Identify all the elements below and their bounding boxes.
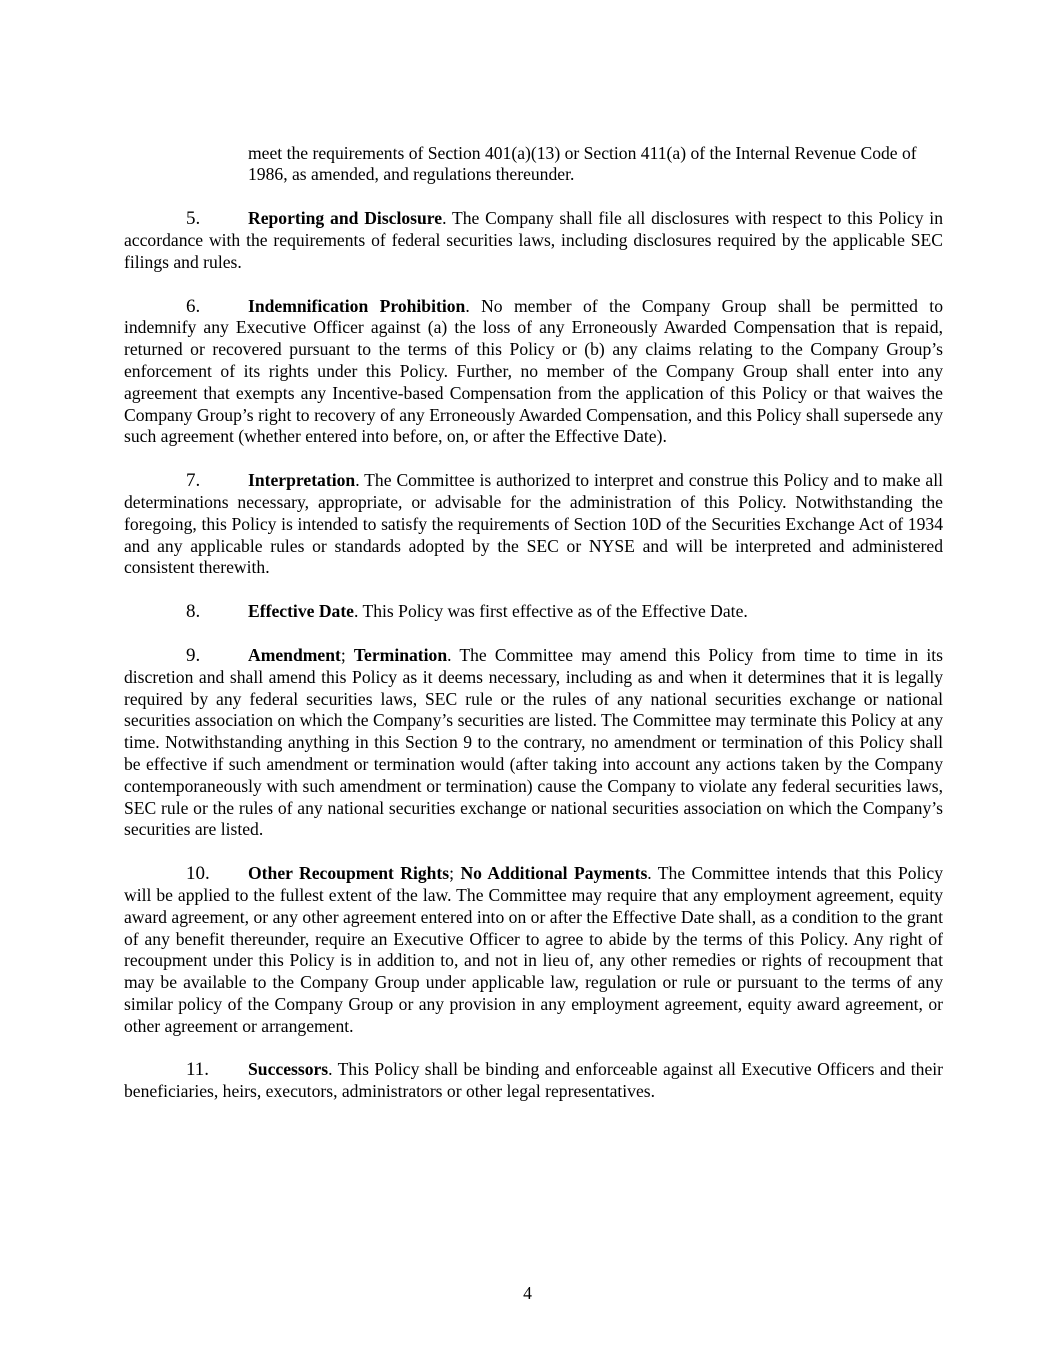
section-body: . This Policy shall be binding and enforceable against all Executive Officers and their beneficiaries, heirs, executors, administrators or other legal representatives. xyxy=(124,1059,943,1102)
section-8 xyxy=(124,601,943,623)
section-body: . The Committee intends that this Policy will be applied to the fullest extent of the law. The Committee may require that any employment agreement, equity award agreement, or any other agreement entered into on or after the Effective Date shall, as a condition to the grant of any benefit thereunder, require an Executive Officer to agree to abide by the terms of this Policy. Any right of recoupment under this Policy is in addition to, and not in lieu of, any other remedies or rights of recoupment that may be available to the Company Group under applicable law, regulation or rule or pursuant to the terms of any similar policy of the Company Group or any provision in any employment agreement, equity award agreement, or other agreement or arrangement. xyxy=(124,863,943,1036)
section-heading: Effective Date xyxy=(248,601,354,622)
section-6 xyxy=(124,296,943,449)
section-number: 6. xyxy=(186,295,201,317)
section-number: 8. xyxy=(186,601,201,623)
section-heading: Successors xyxy=(248,1059,329,1080)
section-10 xyxy=(124,863,943,1037)
section-11 xyxy=(124,1059,943,1103)
section-body: . No member of the Company Group shall be permitted to indemnify any Executive Officer against (a) the loss of any Erroneously Awarded Compensation that is repaid, returned or recovered pursuant to the terms of this Policy or (b) any claims relating to the Company Group’s enforcement of its rights under this Policy. Further, no member of the Company Group shall enter into any agreement that exempts any Incentive-based Compensation from the application of this Policy or that waives the Company Group’s right to recovery of any Erroneously Awarded Compensation, and this Policy shall supersede any such agreement (whether entered into before, on, or after the Effective Date). xyxy=(124,295,943,447)
section-number: 7. xyxy=(186,470,201,492)
page-number: 4 xyxy=(523,1283,532,1303)
section-number: 5. xyxy=(186,208,201,230)
section-heading: Interpretation xyxy=(248,470,356,491)
section-heading-secondary: No Additional Payments xyxy=(460,863,648,884)
section-number: 10. xyxy=(186,863,210,885)
section-heading: Reporting and Disclosure xyxy=(248,208,443,229)
heading-separator: ; xyxy=(449,863,461,884)
section-7 xyxy=(124,470,943,579)
heading-separator: ; xyxy=(340,644,354,665)
section-body: . The Company shall file all disclosures with respect to this Policy in accordance with the requirements of federal securities laws, including disclosures required by the applicable SEC filings and rules. xyxy=(124,208,943,272)
section-body: . The Committee is authorized to interpret and construe this Policy and to make all determinations necessary, appropriate, or advisable for the administration of this Policy. Notwithstanding the foregoing, this Policy is intended to satisfy the requirements of Section 10D of the Securities Exchange Act of 1934 and any applicable rules or standards adopted by the SEC or NYSE and will be interpreted and administered consistent therewith. xyxy=(124,470,943,578)
section-body: . This Policy was first effective as of the Effective Date. xyxy=(354,601,748,622)
section-number: 9. xyxy=(186,644,201,666)
section-heading: Other Recoupment Rights xyxy=(248,863,450,884)
section-heading-secondary: Termination xyxy=(353,644,448,665)
document-page xyxy=(124,125,943,1125)
section-heading: Amendment xyxy=(248,644,341,665)
section-heading: Indemnification Prohibition xyxy=(248,295,466,316)
section-body: . The Committee may amend this Policy from time to time in its discretion and shall amend this Policy as it deems necessary, including as and when it determines that it is legally required by any federal securities laws, SEC rule or the rules of any national securities exchange or national securities association on which the Company’s securities are listed. The Committee may terminate this Policy at any time. Notwithstanding anything in this Section 9 to the contrary, no amendment or termination of this Policy shall be effective if such amendment or termination would (after taking into account any actions taken by the Company contemporaneously with such amendment or termination) cause the Company to violate any federal securities laws, SEC rule or the rules of any national securities exchange or national securities association on which the Company’s securities are listed. xyxy=(124,644,944,840)
section-5 xyxy=(124,208,943,273)
section-9 xyxy=(124,645,943,841)
section-number: 11. xyxy=(186,1059,210,1081)
continuation-text: meet the requirements of Section 401(a)(13) or Section 411(a) of the Internal Revenue Code of 1986, as amended, and regulations thereunder. xyxy=(248,142,917,185)
